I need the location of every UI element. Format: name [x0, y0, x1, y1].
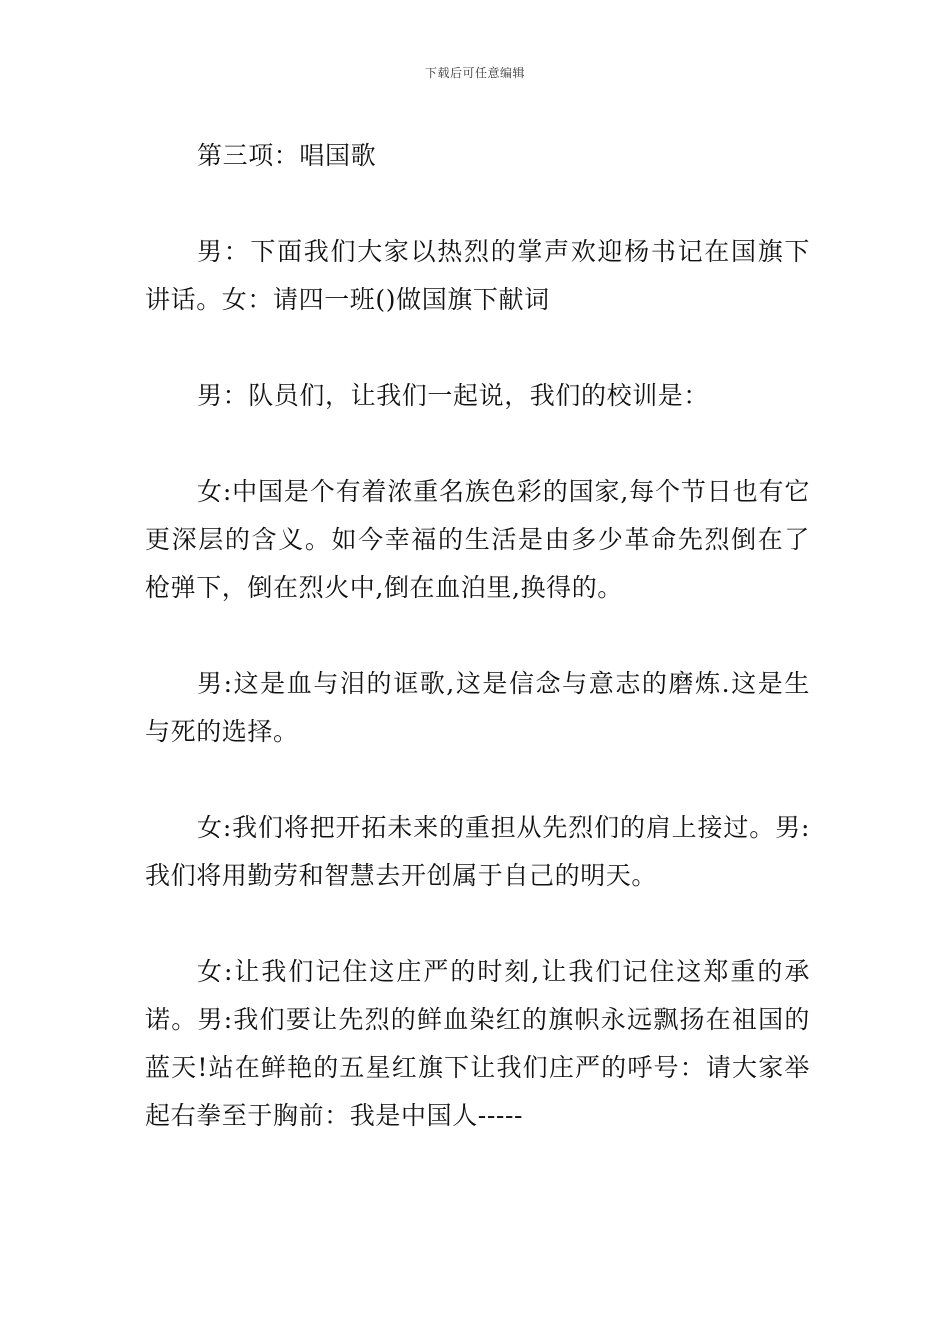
document-body: [145, 132, 810, 1140]
paragraph-future: 女:我们将把开拓未来的重担从先烈们的肩上接过。男:我们将用勤劳和智慧去开创属于自己的明天。: [145, 813, 810, 890]
paragraph-flag-speech: 男：下面我们大家以热烈的掌声欢迎杨书记在国旗下讲话。女：请四一班()做国旗下献词: [145, 237, 810, 314]
paragraph-school-motto: 男：队员们，让我们一起说，我们的校训是：: [197, 381, 710, 410]
paragraph-china-meaning: 女:中国是个有着浓重名族色彩的国家,每个节日也有它更深层的含义。如今幸福的生活是由多少革命先烈倒在了枪弹下，倒在烈火中,倒在血泊里,换得的。: [145, 477, 810, 602]
paragraph-blood-tears: 男:这是血与泪的诓歌,这是信念与意志的磨炼.这是生与死的选择。: [145, 669, 810, 746]
paragraph-item-3: 第三项：唱国歌: [197, 141, 377, 170]
header-note: 下载后可任意编辑: [424, 66, 525, 80]
paragraph-solemn-moment: 女:让我们记住这庄严的时刻,让我们记住这郑重的承诺。男:我们要让先烈的鲜血染红的旗帜永远飘扬在祖国的蓝天!站在鲜艳的五星红旗下让我们庄严的呼号：请大家举起右拳至于胸前：我是中国人-----: [145, 957, 810, 1130]
